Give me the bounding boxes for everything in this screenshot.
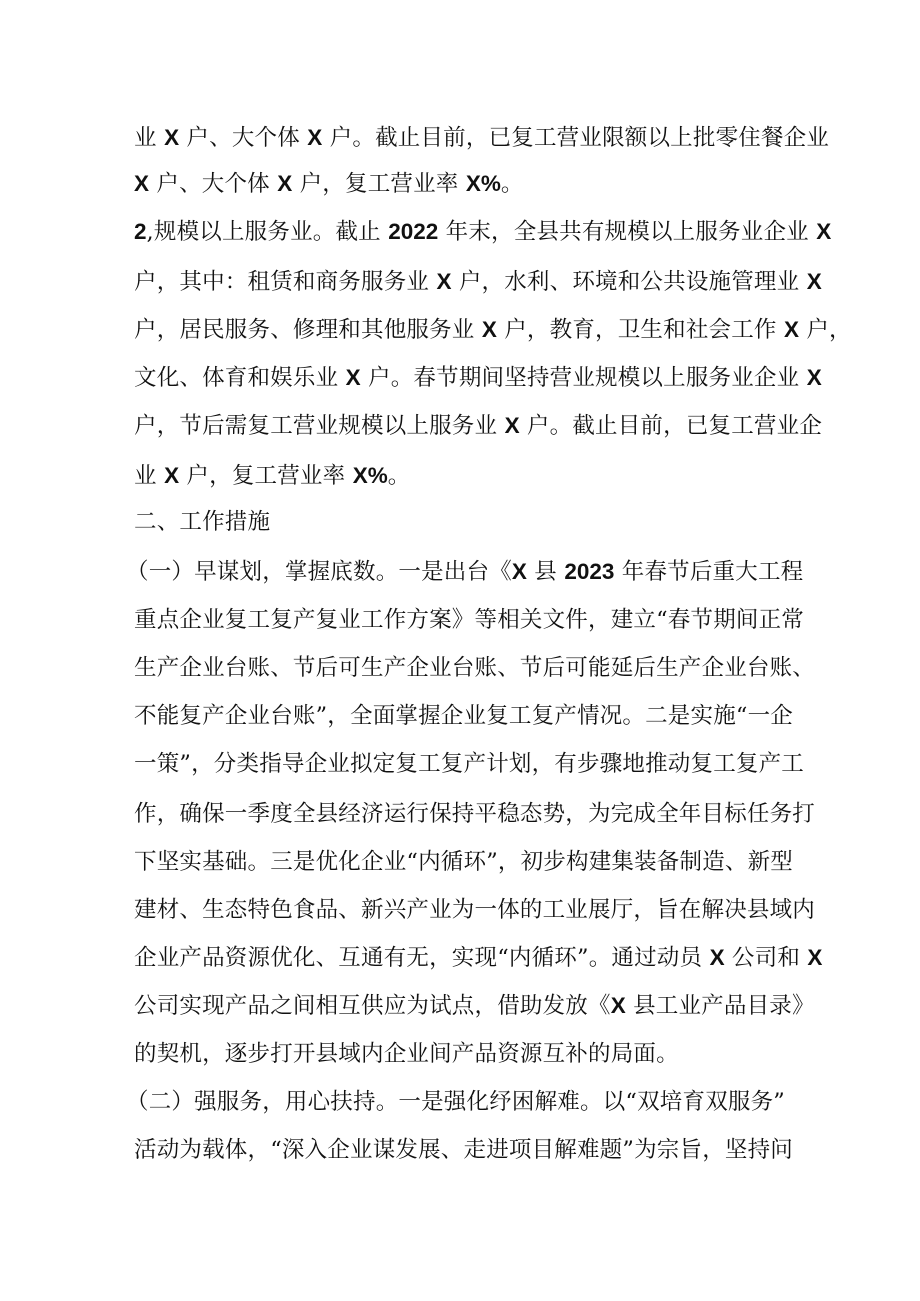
text-line: 重点企业复工复产复业工作方案》等相关文件，建立“春节期间正常 (134, 607, 805, 633)
text-line: 公司实现产品之间相互供应为试点，借助发放《X 县工业产品目录》 (134, 993, 815, 1019)
paragraph-heading-line: （一）早谋划，掌握底数。一是出台《X 县 2023 年春节后重大工程 (126, 559, 804, 585)
text-line: 下坚实基础。三是优化企业“内循环”，初步构建集装备制造、新型 (134, 849, 794, 875)
text-line: 文化、体育和娱乐业 X 户。春节期间坚持营业规模以上服务业企业 X (134, 365, 822, 391)
text-line: 一策”，分类指导企业拟定复工复产计划，有步骤地推动复工复产工 (134, 751, 805, 777)
text-line: 业 X 户、大个体 X 户。截止目前，已复工营业限额以上批零住餐企业 (134, 125, 830, 151)
text-line: 户，其中：租赁和商务服务业 X 户，水利、环境和公共设施管理业 X (134, 269, 822, 295)
text-line: 企业产品资源优化、互通有无，实现“内循环”。通过动员 X 公司和 X (134, 945, 823, 971)
section-heading: 二、工作措施 (134, 509, 271, 535)
text-line: 生产企业台账、节后可生产企业台账、节后可能延后生产企业台账、 (134, 655, 816, 681)
text-line: 活动为载体，“深入企业谋发展、走进项目解难题”为宗旨，坚持问 (134, 1137, 794, 1163)
text-line: 户，居民服务、修理和其他服务业 X 户，教育，卫生和社会工作 X 户， (134, 317, 852, 343)
text-line: 不能复产企业台账”，全面掌握企业复工复产情况。二是实施“一企 (134, 703, 794, 729)
text-line: X 户、大个体 X 户，复工营业率 X%。 (134, 171, 524, 197)
paragraph-heading-line: （二）强服务，用心扶持。一是强化纾困解难。以“双培育双服务” (126, 1089, 786, 1115)
text-line: 作，确保一季度全县经济运行保持平稳态势，为完成全年目标任务打 (134, 801, 816, 827)
text-line: 2,规模以上服务业。截止 2022 年末，全县共有规模以上服务业企业 X (134, 219, 832, 245)
text-line: 的契机，逐步打开县域内企业间产品资源互补的局面。 (134, 1041, 679, 1067)
text-line: 建材、生态特色食品、新兴产业为一体的工业展厅，旨在解决县域内 (134, 897, 816, 923)
text-line: 业 X 户，复工营业率 X%。 (134, 463, 411, 489)
text-line: 户，节后需复工营业规模以上服务业 X 户。截止目前，已复工营业企 (134, 413, 823, 439)
